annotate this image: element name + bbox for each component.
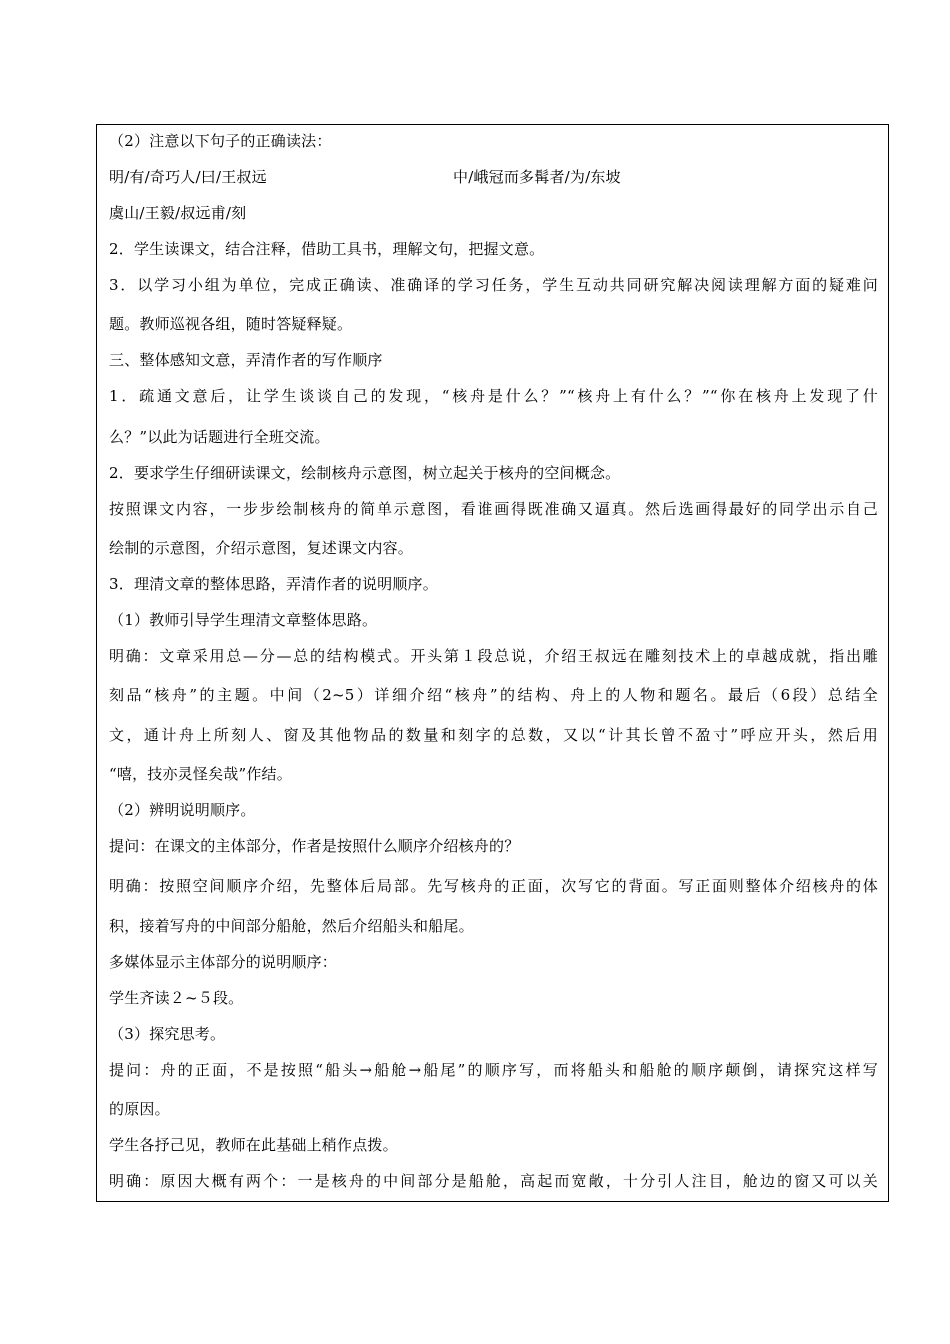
- text-line: 2．学生读课文，结合注释，借助工具书，理解文句，把握文意。: [109, 240, 545, 258]
- text-line: 学生齐读２~５段。: [109, 989, 244, 1007]
- text-line: （3）探究思考。: [109, 1025, 226, 1043]
- text-line: 绘制的示意图，介绍示意图，复述课文内容。: [109, 539, 414, 557]
- text-line: 中/峨冠而多髯者/为/东坡: [453, 168, 621, 186]
- text-line: 刻品“核舟”的主题。中间（2~5）详细介绍“核舟”的结构、舟上的人物和题名。最后（6段）总结全: [109, 686, 878, 704]
- text-line: （1）教师引导学生理清文章整体思路。: [109, 611, 378, 629]
- text-line-pair: [109, 167, 878, 187]
- text-line: 提问：在课文的主体部分，作者是按照什么顺序介绍核舟的？: [109, 837, 520, 855]
- text-line: 明确：文章采用总—分—总的结构模式。开头第１段总说，介绍王叔远在雕刻技术上的卓越成就，指出雕: [109, 647, 878, 665]
- text-line: 明/有/奇巧人/曰/王叔远: [109, 168, 267, 186]
- text-line: 学生各抒己见，教师在此基础上稍作点拨。: [109, 1136, 398, 1154]
- text-line: 3．理清文章的整体思路，弄清作者的说明顺序。: [109, 575, 438, 593]
- text-line: 虞山/王毅/叔远甫/刻: [109, 204, 247, 222]
- text-line: 积，接着写舟的中间部分船舱，然后介绍船头和船尾。: [109, 917, 474, 935]
- text-line: 文，通计舟上所刻人、窗及其他物品的数量和刻字的总数，又以“计其长曾不盈寸”呼应开头，然后用: [109, 726, 878, 744]
- text-line: 2．要求学生仔细研读课文，绘制核舟示意图，树立起关于核舟的空间概念。: [109, 464, 621, 482]
- text-line: 1．疏通文意后，让学生谈谈自己的发现，“核舟是什么？”“核舟上有什么？”“你在核舟上发现了什: [109, 387, 878, 405]
- text-line: 么？”以此为话题进行全班交流。: [109, 428, 330, 446]
- text-line: （2）辨明说明顺序。: [109, 801, 256, 819]
- text-line: “嘻，技亦灵怪矣哉”作结。: [109, 765, 292, 783]
- text-line: 明确：原因大概有两个：一是核舟的中间部分是船舱，高起而宽敞，十分引人注目，舱边的窗又可以关: [109, 1172, 878, 1190]
- text-line: 的原因。: [109, 1100, 170, 1118]
- text-line: 按照课文内容，一步步绘制核舟的简单示意图，看谁画得既准确又逼真。然后选画得最好的同学出示自己: [109, 500, 878, 518]
- text-line: 题。教师巡视各组，随时答疑释疑。: [109, 315, 353, 333]
- section-heading: 三、整体感知文意，弄清作者的写作顺序: [109, 351, 383, 369]
- text-line: 提问：舟的正面，不是按照“船头→船舱→船尾”的顺序写，而将船头和船舱的顺序颠倒，请探究这样写: [109, 1061, 878, 1079]
- text-line: 多媒体显示主体部分的说明顺序：: [109, 953, 338, 971]
- text-line: （2）注意以下句子的正确读法：: [109, 132, 332, 150]
- content-table-cell: [96, 124, 889, 1202]
- text-line: 3．以学习小组为单位，完成正确读、准确译的学习任务，学生互动共同研究解决阅读理解方面的疑难问: [109, 276, 878, 294]
- text-line: 明确：按照空间顺序介绍，先整体后局部。先写核舟的正面，次写它的背面。写正面则整体介绍核舟的体: [109, 877, 878, 895]
